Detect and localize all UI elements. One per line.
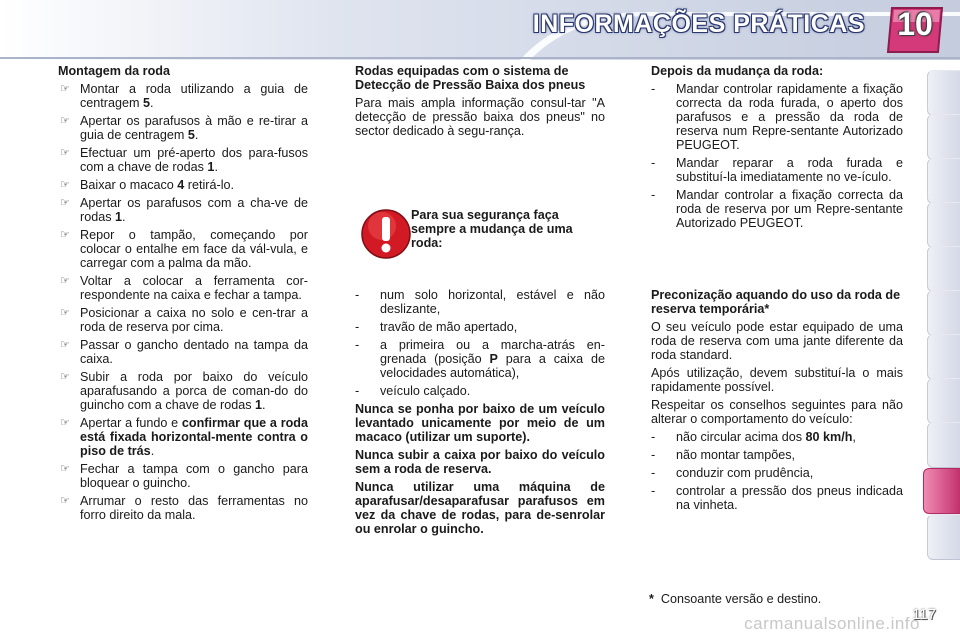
chapter-tab[interactable] [927,114,960,160]
list-item [651,484,903,512]
pointing-hand-icon: ☞ [60,179,70,191]
item-text: Apertar a fundo e [80,416,182,430]
list-item [58,462,308,490]
chapter-tab[interactable] [927,158,960,204]
list-item [355,384,605,398]
chapter-tab[interactable] [927,202,960,248]
item-bold: 1 [207,160,215,174]
list-item [58,114,308,142]
chapter-tab-active[interactable] [923,468,960,514]
pointing-hand-icon: ☞ [60,339,70,351]
dash-marker: - [355,384,360,398]
item-text: controlar a pressão dos pneus indicada na vinheta. [676,484,903,512]
list-item [58,338,308,366]
item-text: veículo calçado. [380,384,471,398]
item-text: a primeira ou a marcha-atrás en-grenada (posição [380,338,605,366]
warning-paragraph: Nunca subir a caixa por baixo do veículo sem a roda de reserva. [355,448,605,476]
chapter-tabs [928,70,960,590]
dash-marker: - [355,338,360,352]
item-text: Baixar o macaco [80,178,178,192]
chapter-tab[interactable] [927,514,960,560]
item-text: não montar tampões, [676,448,796,462]
item-after: para a caixa de velocidades automática), [380,352,605,380]
list-item [355,320,605,334]
column-temporary-spare [651,288,903,516]
column-wheel-fitting [58,64,308,526]
item-after: retirá-lo. [184,178,234,192]
paragraph: Respeitar os conselhos seguintes para não alterar o comportamento do veículo: [651,398,903,426]
footnote-star: * [649,592,654,606]
dash-marker: - [651,448,656,462]
chapter-tab[interactable] [927,334,960,380]
intro-paragraph: Para mais ampla informação consul-tar "A detecção de pressão baixa dos pneus" no sector dedicado à segu-rança. [355,96,605,138]
item-after: . [214,160,218,174]
page-title: INFORMAÇÕES PRÁTICAS [532,10,865,38]
warning-paragraph: Nunca utilizar uma máquina de aparafusar/desaparafusar parafusos em vez da chave de rodas, para de-senrolar ou enrolar o guincho. [355,480,605,536]
item-bold: 1 [255,398,263,412]
dash-marker: - [651,430,656,444]
item-after: . [194,128,199,142]
pointing-hand-icon: ☞ [60,417,70,429]
chapter-tab[interactable] [927,378,960,424]
item-text: Voltar a colocar a ferramenta cor-respondente na caixa e fechar a tampa. [80,274,308,302]
list-item [58,494,308,522]
column-after-change [651,64,903,234]
list-item [58,146,308,174]
after-change-list [651,82,903,230]
item-text: travão de mão apertado, [380,320,518,334]
list-item [651,156,903,184]
advice-list [651,430,903,512]
pointing-hand-icon: ☞ [60,495,70,507]
item-text: Subir a roda por baixo do veículo aparafusando a porca de coman-do do guincho com a chave de rodas [80,370,308,412]
dash-marker: - [651,82,656,96]
dash-marker: - [651,484,656,498]
pointing-hand-icon: ☞ [60,307,70,319]
item-text: Mandar reparar a roda furada e substituí-la imediatamente no ve-ículo. [676,156,903,184]
list-item [58,416,308,458]
item-bold: 80 km/h [805,430,853,444]
list-item [58,274,308,302]
item-text: num solo horizontal, estável e não deslizante, [380,288,605,316]
list-item [355,338,605,380]
item-text: Mandar controlar a fixação correcta da roda de reserva por um Repre-sentante Autorizado PEUGEOT. [676,188,903,230]
section-heading: Depois da mudança da roda: [651,64,824,78]
list-item [58,178,308,192]
exclamation-warning-icon [360,208,412,260]
item-after: . [150,444,155,458]
chapter-tab[interactable] [927,290,960,336]
safety-block [355,288,605,540]
pointing-hand-icon: ☞ [60,147,70,159]
dash-marker: - [355,288,360,302]
list-item [651,430,903,444]
item-text: Apertar os parafusos com a cha-ve de rodas [80,196,308,224]
item-after: . [150,96,154,110]
item-text: Montar a roda utilizando a guia de centragem [80,82,308,110]
chapter-tab[interactable] [927,422,960,468]
item-bold: 5 [187,128,195,142]
list-item [651,448,903,462]
item-text: Efectuar um pré-aperto dos para-fusos com a chave de rodas [80,146,308,174]
section-heading: Preconização aquando do uso da roda de reserva temporária* [651,288,901,316]
pointing-hand-icon: ☞ [60,115,70,127]
item-text: não circular acima dos [676,430,806,444]
list-item [651,466,903,480]
item-text: Repor o tampão, começando por colocar o entalhe em face da vál-vula, e carregar com a palma da mão. [80,228,308,270]
item-after: . [122,210,126,224]
pointing-hand-icon: ☞ [60,371,70,383]
item-text: Posicionar a caixa no solo e cen-trar a roda de reserva por cima. [80,306,308,334]
item-text: Apertar os parafusos à mão e re-tirar a guia de centragem [80,114,308,142]
item-after: , [852,430,856,444]
list-item [58,228,308,270]
item-text: conduzir com prudência, [676,466,814,480]
item-after: . [262,398,266,412]
pointing-hand-icon: ☞ [60,197,70,209]
chapter-tab[interactable] [927,70,960,116]
chapter-number: 10 [897,6,933,42]
list-item [355,288,605,316]
dash-marker: - [355,320,360,334]
list-item [58,196,308,224]
item-bold: P [489,352,498,366]
watermark: carmanualsonline.info [744,614,920,633]
footnote [649,592,821,606]
item-bold: 4 [177,178,185,192]
dash-marker: - [651,156,656,170]
section-heading: Rodas equipadas com o sistema de Detecção de Pressão Baixa dos pneus [355,64,586,92]
dash-marker: - [651,188,656,202]
pointing-hand-icon: ☞ [60,83,70,95]
warning-paragraphs [355,402,605,536]
list-item [651,188,903,230]
list-item [58,82,308,110]
list-item [58,306,308,334]
item-text: Mandar controlar rapidamente a fixação correcta da roda furada, o aperto dos parafusos e a pressão da roda de reserva num Repre-sentante Autorizado PEUGEOT. [676,82,903,152]
item-text: Passar o gancho dentado na tampa da caixa. [80,338,308,366]
column-pressure-detection [355,64,605,142]
pointing-hand-icon: ☞ [60,229,70,241]
item-bold: 1 [115,210,123,224]
list-item [58,370,308,412]
chapter-tab[interactable] [927,246,960,292]
footnote-text: Consoante versão e destino. [660,592,822,606]
warning-title: Para sua segurança faça sempre a mudança de uma roda: [411,208,573,250]
paragraph: O seu veículo pode estar equipado de uma roda de reserva com uma jante diferente da roda standard. [651,320,903,362]
safety-list [355,288,605,398]
paragraph: Após utilização, devem substituí-la o mais rapidamente possível. [651,366,903,394]
pointing-hand-icon: ☞ [60,463,70,475]
item-text: Arrumar o resto das ferramentas no forro direito da mala. [80,494,308,522]
item-bold: confirmar que a roda está fixada horizontal-mente contra o piso de trás [80,416,308,458]
list-item [651,82,903,152]
warning-paragraph: Nunca se ponha por baixo de um veículo levantado unicamente por meio de um macaco (utilizar um suporte). [355,402,605,444]
page-number: 117 [912,606,936,623]
instruction-list [58,82,308,522]
item-bold: 5 [143,96,151,110]
pointing-hand-icon: ☞ [60,275,70,287]
section-heading: Montagem da roda [58,64,170,78]
item-text: Fechar a tampa com o gancho para bloquear o guincho. [80,462,308,490]
dash-marker: - [651,466,656,480]
